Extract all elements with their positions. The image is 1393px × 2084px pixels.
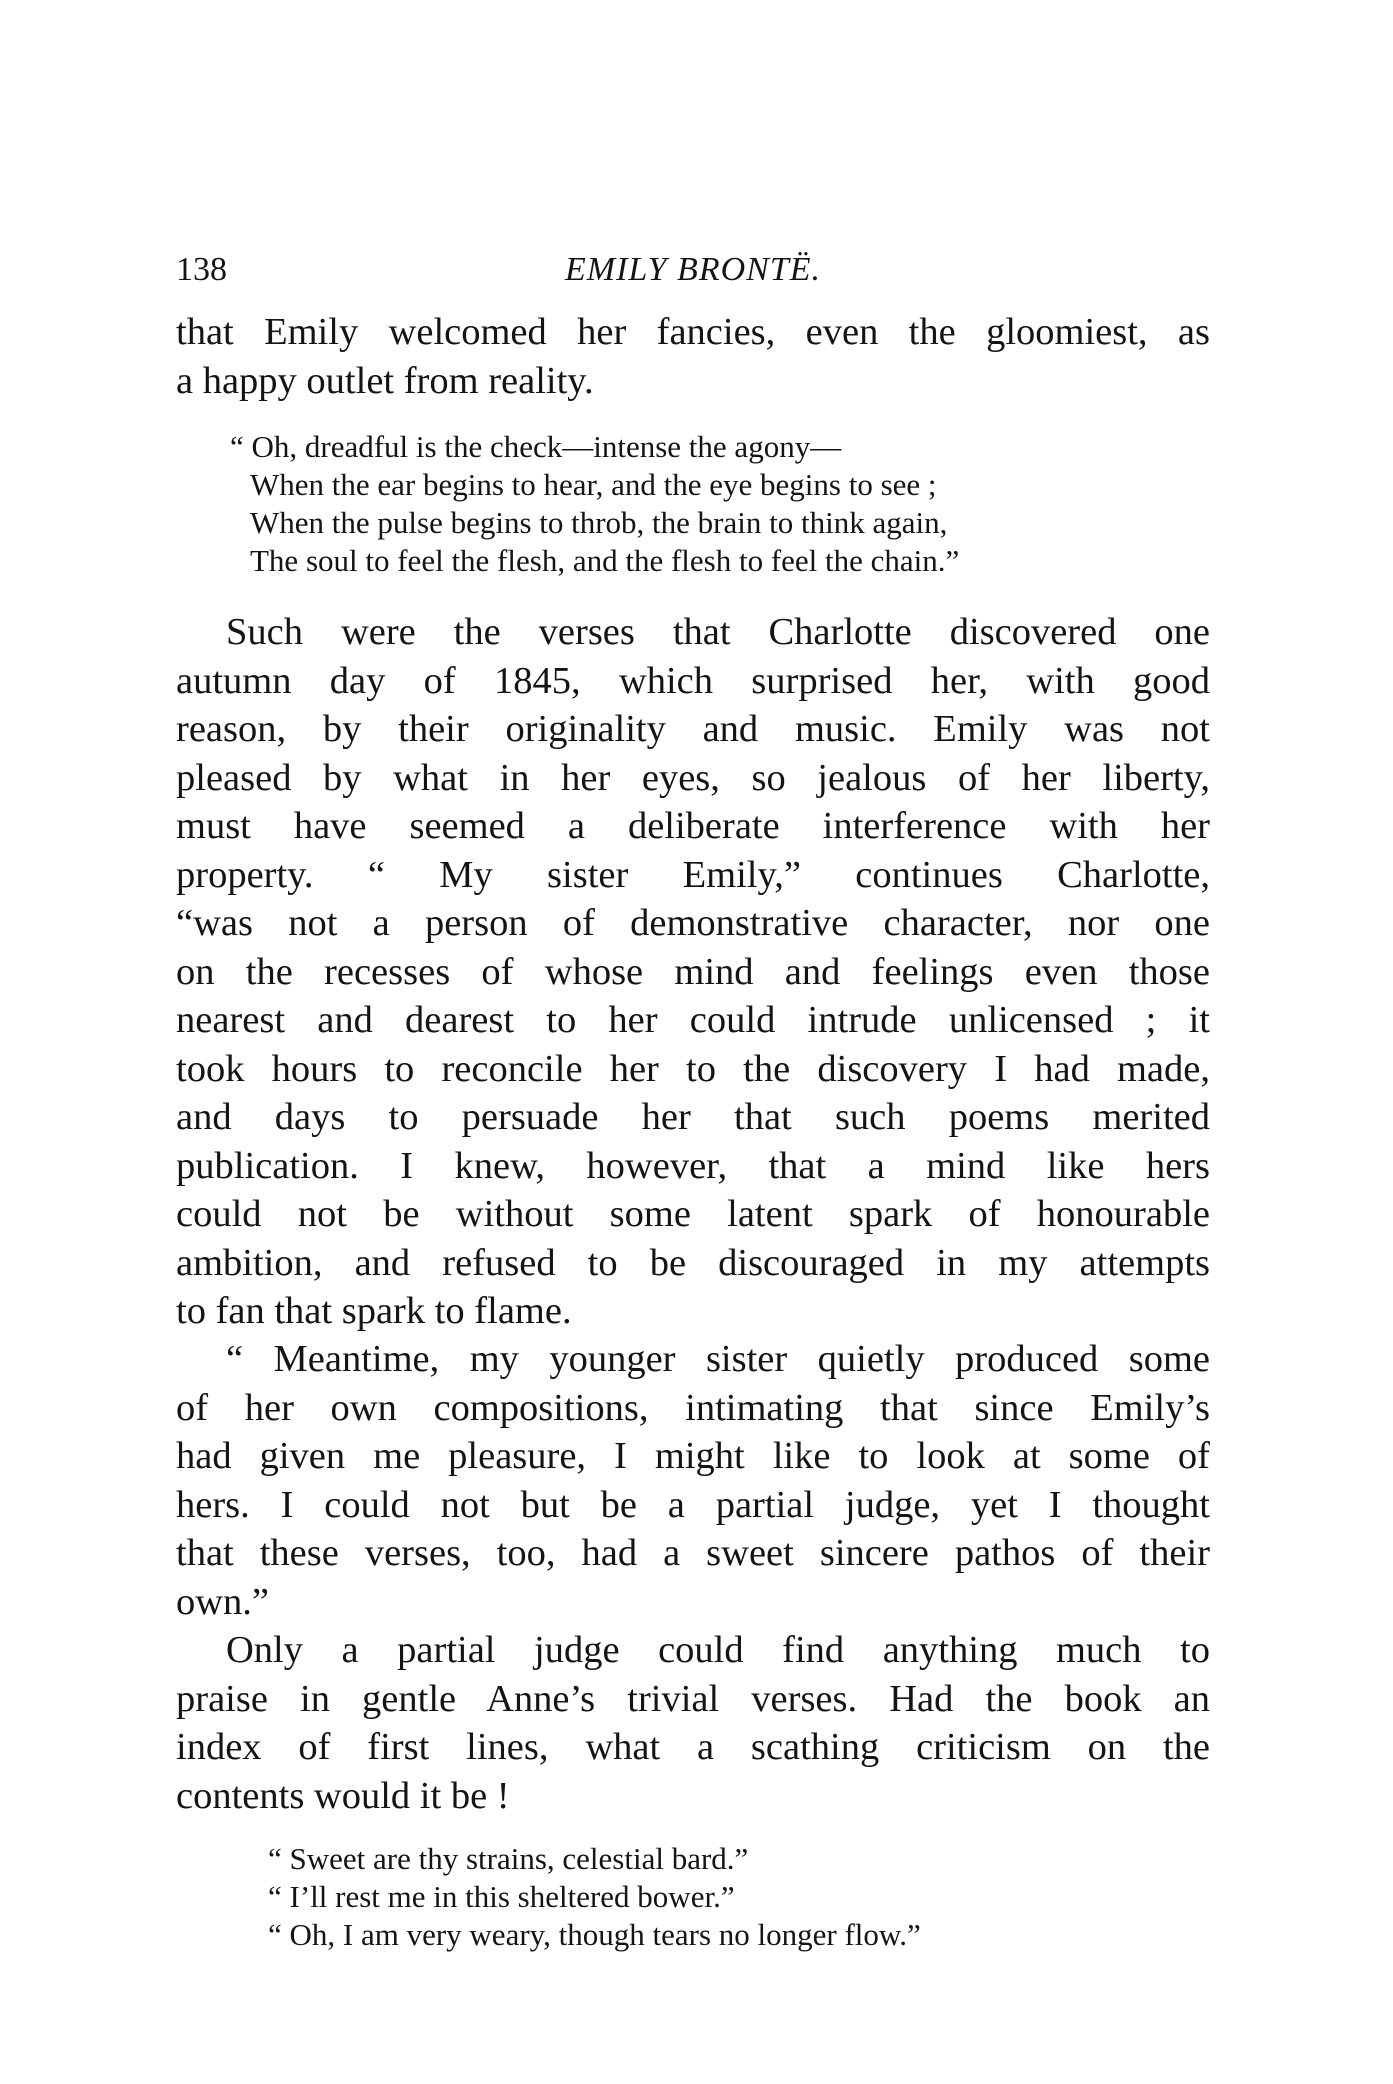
verse-quote-1	[230, 428, 1180, 580]
text-line: Such were the verses that Charlotte discovered one	[226, 611, 1210, 653]
text-line: “was not a person of demonstrative character, nor one	[176, 902, 1210, 944]
verse-line: “ Sweet are thy strains, celestial bard.”	[268, 1841, 749, 1876]
text-line: on the recesses of whose mind and feelings even those	[176, 950, 1210, 993]
text-line: reason, by their originality and music. Emily was not	[176, 708, 1210, 750]
verse-line: “ Oh, dreadful is the check—intense the agony—	[230, 429, 842, 464]
paragraph-2	[176, 608, 1210, 1336]
paragraph-4	[176, 1626, 1210, 1820]
page-number: 138	[176, 251, 227, 288]
text-line: of her own compositions, intimating that since Emily’s	[176, 1386, 1210, 1429]
text-line: that Emily welcomed her fancies, even the gloomiest, as	[176, 311, 1210, 353]
verse-line: When the ear begins to hear, and the eye begins to see ;	[250, 467, 937, 502]
verse-line: “ Oh, I am very weary, though tears no longer flow.”	[268, 1917, 921, 1952]
text-line: Only a partial judge could find anything much to	[226, 1629, 1210, 1671]
text-line: took hours to reconcile her to the discovery I had made,	[176, 1047, 1210, 1090]
paragraph-3	[176, 1335, 1210, 1626]
text-line: ambition, and refused to be discouraged in my attempts	[176, 1241, 1210, 1284]
verse-quote-2	[268, 1840, 1168, 1954]
text-line: could not be without some latent spark of honourable	[176, 1193, 1210, 1235]
text-line: nearest and dearest to her could intrude unlicensed ; it	[176, 999, 1210, 1041]
text-line: that these verses, too, had a sweet sincere pathos of their	[176, 1532, 1210, 1574]
text-line: publication. I knew, however, that a mind like hers	[176, 1144, 1210, 1187]
verse-line: “ I’ll rest me in this sheltered bower.”	[268, 1879, 735, 1914]
text-line: and days to persuade her that such poems merited	[176, 1096, 1210, 1138]
verse-line: When the pulse begins to throb, the brain to think again,	[250, 505, 948, 540]
text-line: hers. I could not but be a partial judge, yet I thought	[176, 1483, 1210, 1526]
text-line: “ Meantime, my younger sister quietly produced some	[226, 1338, 1210, 1380]
text-line: must have seemed a deliberate interference with her	[176, 805, 1210, 847]
text-line: to fan that spark to flame.	[176, 1290, 572, 1332]
page-header	[176, 248, 1210, 292]
verse-line: The soul to feel the flesh, and the flesh to feel the chain.”	[250, 543, 960, 578]
text-line: autumn day of 1845, which surprised her, with good	[176, 659, 1210, 702]
text-line: pleased by what in her eyes, so jealous of her liberty,	[176, 756, 1210, 799]
text-line: contents would it be !	[176, 1774, 510, 1817]
text-line: property. “ My sister Emily,” continues Charlotte,	[176, 853, 1210, 896]
text-line: had given me pleasure, I might like to look at some of	[176, 1435, 1210, 1477]
text-line: own.”	[176, 1580, 270, 1623]
text-line: a happy outlet from reality.	[176, 359, 594, 402]
text-line: index of first lines, what a scathing criticism on the	[176, 1726, 1210, 1768]
text-line: praise in gentle Anne’s trivial verses. Had the book an	[176, 1677, 1210, 1720]
running-head: EMILY BRONTË.	[565, 251, 821, 288]
paragraph-1	[176, 308, 1210, 405]
